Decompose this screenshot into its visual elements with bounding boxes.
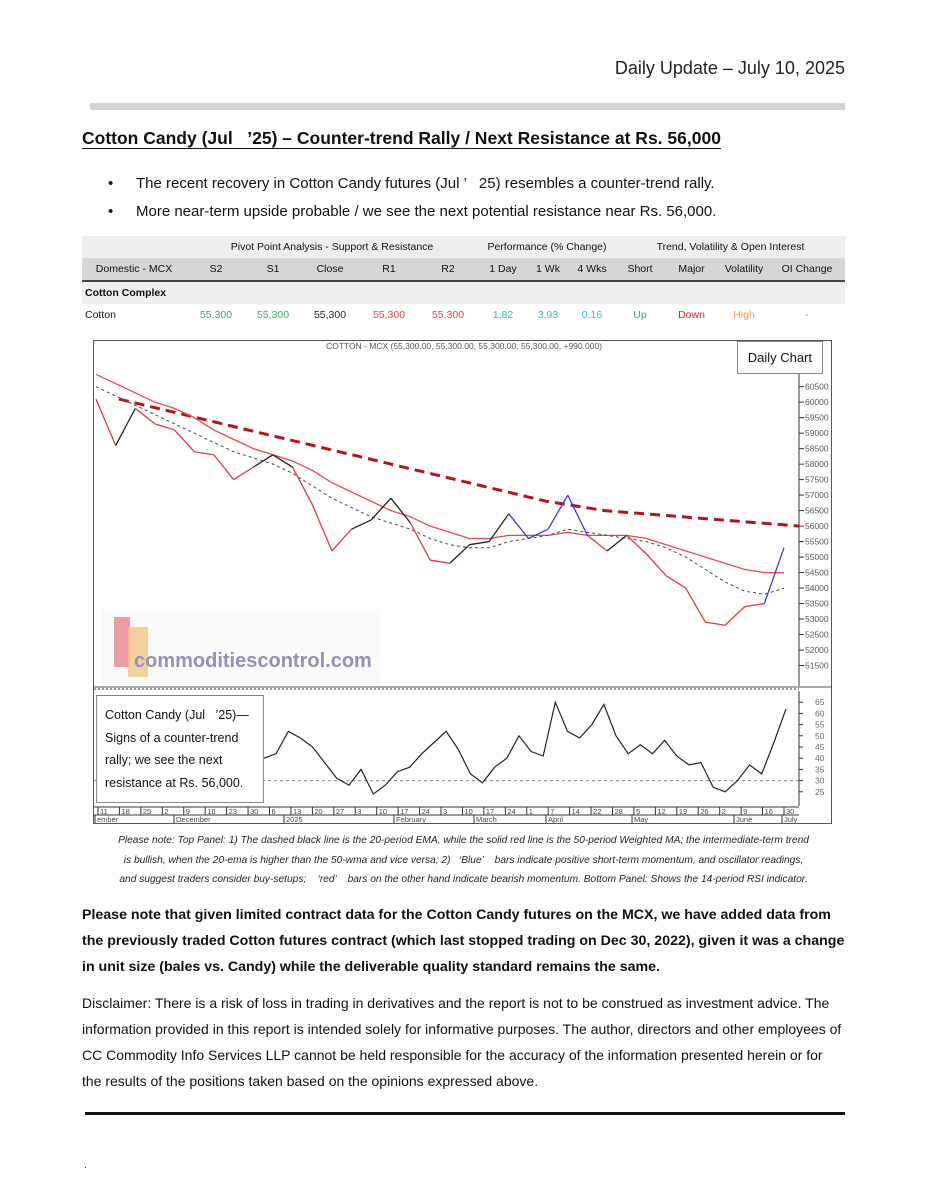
price-segment: [548, 495, 568, 529]
pivot-table: [82, 236, 845, 326]
day-tick-label: 16: [207, 807, 216, 816]
day-tick-label: 9: [185, 807, 190, 816]
disclaimer: Disclaimer: There is a risk of loss in trading in derivatives and the report is not to be construed as investment advice. The information provided in this report is intended solely for informative purposes. The author, directors and other employees of CC Commodity Info Services LLP cannot be held responsible for the accuracy of the information presented herein or for the results of the positions taken based on the opinions expressed above.: [82, 995, 842, 1089]
day-tick-label: 16: [764, 807, 773, 816]
cell-name: Cotton: [85, 309, 116, 321]
col-header: Close: [300, 258, 360, 281]
price-segment: [430, 560, 450, 563]
price-segment: [332, 529, 352, 551]
month-label: May: [634, 815, 649, 823]
price-tick-label: 53500: [805, 598, 829, 609]
section-label: Cotton Complex: [82, 281, 845, 304]
day-tick-label: 28: [614, 807, 623, 816]
price-tick-label: 60000: [805, 397, 829, 408]
col-header: R2: [418, 258, 478, 281]
price-segment: [666, 576, 686, 588]
resistance-trendline: [119, 399, 799, 526]
price-segment: [725, 607, 745, 626]
price-segment: [411, 523, 431, 560]
price-segment: [293, 467, 313, 504]
price-tick-label: 54000: [805, 583, 829, 594]
month-label: June: [736, 815, 753, 823]
price-segment: [469, 542, 489, 545]
price-segment: [312, 504, 332, 550]
price-chart: [93, 340, 832, 824]
data-note: Please note that given limited contract data for the Cotton Candy futures on the MCX, we have added data from the previously traded Cotton futures contract (which last stopped trading on Dec 30, 2022), given it was a change in unit size (bales vs. Candy) while the deliverable quality standard remains the same.: [82, 907, 845, 975]
day-tick-label: 6: [271, 807, 276, 816]
logo-text: commoditiescontrol.com: [134, 650, 372, 672]
price-segment: [116, 408, 136, 445]
page-title: Cotton Candy (Jul ’25) – Counter-trend Rally / Next Resistance at Rs. 56,000: [82, 128, 721, 148]
day-tick-label: 5: [635, 807, 641, 816]
price-tick-label: 56500: [805, 505, 829, 516]
day-tick-label: 22: [593, 807, 602, 816]
rsi-tick-label: 30: [815, 775, 825, 786]
price-segment: [96, 399, 116, 445]
cell-oi: -: [805, 309, 809, 321]
price-tick-label: 52000: [805, 645, 829, 656]
day-tick-label: 11: [100, 807, 108, 816]
day-tick-label: 2: [164, 807, 169, 816]
day-tick-label: 17: [400, 807, 409, 816]
rsi-tick-label: 55: [815, 719, 825, 730]
day-tick-label: 19: [678, 807, 688, 816]
header-divider: [90, 103, 845, 110]
cell-r1: 55,300: [372, 309, 406, 321]
daily-chart-badge: Daily Chart: [737, 341, 823, 374]
col-header: R1: [360, 258, 418, 281]
cell-short: Up: [633, 309, 647, 321]
month-label: March: [476, 815, 497, 823]
col-header: 1 Day: [478, 258, 528, 281]
col-header: Short: [616, 258, 664, 281]
cell-1wk: 3.93: [537, 309, 559, 321]
price-segment: [155, 424, 175, 430]
summary-bullets: [108, 170, 868, 226]
col-header: 1 Wk: [528, 258, 568, 281]
bullet-item: • More near-term upside probable / we see the next potential resistance near Rs. 56,000.: [108, 198, 868, 226]
price-segment: [253, 455, 273, 467]
day-tick-label: 2: [721, 807, 726, 816]
day-tick-label: 3: [443, 807, 448, 816]
day-tick-label: 13: [292, 807, 302, 816]
price-segment: [175, 430, 195, 452]
col-header: Domestic - MCX: [82, 258, 186, 281]
month-label: December: [176, 815, 211, 823]
day-tick-label: 12: [657, 807, 666, 816]
price-segment: [352, 520, 372, 529]
price-segment: [234, 467, 254, 479]
col-header: OI Change: [769, 258, 845, 281]
col-header: 4 Wks: [568, 258, 616, 281]
day-tick-label: 17: [485, 807, 495, 816]
col-header: S2: [186, 258, 246, 281]
price-segment: [135, 408, 155, 423]
price-segment: [528, 529, 548, 538]
cell-r2: 55,300: [431, 309, 465, 321]
rsi-tick-label: 65: [815, 697, 825, 708]
col-header: S1: [246, 258, 300, 281]
price-tick-label: 55000: [805, 552, 829, 563]
day-tick-label: 10: [464, 807, 473, 816]
chart-annotation: Cotton Candy (Jul ’25)— Signs of a counter-trend rally; we see the next resistance at Rs. 56,000.: [96, 695, 264, 803]
day-tick-label: 24: [421, 807, 430, 816]
cell-major: Down: [678, 309, 705, 321]
month-label: ember: [97, 815, 119, 823]
day-tick-label: 23: [228, 807, 237, 816]
price-tick-label: 58500: [805, 443, 829, 454]
price-segment: [273, 455, 293, 467]
price-tick-label: 51500: [805, 660, 829, 671]
price-tick-label: 59500: [805, 412, 829, 423]
price-segment: [686, 588, 706, 622]
chart-note: Please note: Top Panel: 1) The dashed black line is the 20-period EMA, while the solid red line is the 50-period Weighted MA; the intermediate-term trend is bullish, when the 20-ema is higher than the 50-wma and vice versa; 2) ‘Blue’ bars indicate positive short-term momentum, and oscillator readings, and suggest traders consider buy-setups; ‘red’ bars on the other hand indicate bearish momentum. Bottom Panel: Shows the 14-period RSI indicator.: [118, 835, 809, 885]
month-label: 2025: [286, 815, 303, 823]
wma-50-line: [96, 374, 784, 572]
price-tick-label: 57500: [805, 474, 829, 485]
price-segment: [705, 622, 725, 625]
group-trend: Trend, Volatility & Open Interest: [616, 236, 845, 258]
col-header: Volatility: [719, 258, 769, 281]
rsi-tick-label: 40: [815, 753, 825, 764]
cell-4wks: 0.16: [581, 309, 603, 321]
price-segment: [450, 545, 470, 564]
day-tick-label: 14: [571, 807, 580, 816]
day-tick-label: 1: [528, 807, 533, 816]
group-performance: Performance (% Change): [478, 236, 616, 258]
logo-block-red: [114, 617, 130, 667]
price-segment: [646, 554, 666, 576]
day-tick-label: 25: [142, 807, 152, 816]
price-tick-label: 56000: [805, 521, 829, 532]
day-tick-label: 27: [335, 807, 345, 816]
price-tick-label: 60500: [805, 381, 829, 392]
cell-1day: 1.82: [492, 309, 514, 321]
cell-s2: 55,300: [199, 309, 233, 321]
price-tick-label: 58000: [805, 459, 829, 470]
day-tick-label: 9: [743, 807, 748, 816]
bullet-item: • The recent recovery in Cotton Candy futures (Jul ’ 25) resembles a counter-trend rally.: [108, 170, 868, 198]
rsi-tick-label: 50: [815, 730, 825, 741]
day-tick-label: 26: [700, 807, 709, 816]
price-segment: [214, 455, 234, 480]
cell-close: 55,300: [313, 309, 347, 321]
price-tick-label: 59000: [805, 428, 829, 439]
price-segment: [764, 548, 784, 604]
rsi-tick-label: 60: [815, 708, 825, 719]
logo: [102, 609, 380, 685]
footer-mark: .: [84, 1160, 87, 1171]
price-tick-label: 54500: [805, 567, 829, 578]
day-tick-label: 30: [786, 807, 795, 816]
day-tick-label: 10: [378, 807, 388, 816]
rsi-tick-label: 45: [815, 742, 825, 752]
cell-volatility: High: [733, 309, 755, 321]
group-pivot: Pivot Point Analysis - Support & Resistance: [186, 236, 478, 258]
price-segment: [607, 535, 627, 550]
price-segment: [745, 604, 765, 607]
group-empty: [82, 236, 186, 258]
chart-caption: COTTON - MCX (55,300.00, 55,300.00, 55,300.00, 55,300.00, +990.000): [325, 341, 603, 351]
day-tick-label: 24: [507, 807, 516, 816]
price-tick-label: 52500: [805, 629, 829, 640]
day-tick-label: 20: [314, 807, 323, 816]
cell-s1: 55,300: [256, 309, 290, 321]
table-row: [82, 304, 845, 326]
col-header: Major: [664, 258, 719, 281]
day-tick-label: 3: [357, 807, 362, 816]
month-label: July: [784, 815, 798, 823]
rsi-tick-label: 25: [815, 786, 825, 797]
price-segment: [391, 498, 411, 523]
rsi-tick-label: 35: [815, 764, 825, 775]
month-label: February: [396, 815, 427, 823]
price-tick-label: 57000: [805, 490, 829, 501]
footer-divider: [85, 1112, 845, 1115]
month-label: April: [548, 815, 564, 823]
price-tick-label: 53000: [805, 614, 829, 625]
price-segment: [587, 535, 607, 550]
price-tick-label: 55500: [805, 536, 829, 547]
day-tick-label: 30: [250, 807, 259, 816]
report-date: Daily Update – July 10, 2025: [614, 58, 845, 78]
price-segment: [194, 452, 214, 455]
day-tick-label: 18: [121, 807, 130, 816]
day-tick-label: 7: [550, 807, 555, 816]
